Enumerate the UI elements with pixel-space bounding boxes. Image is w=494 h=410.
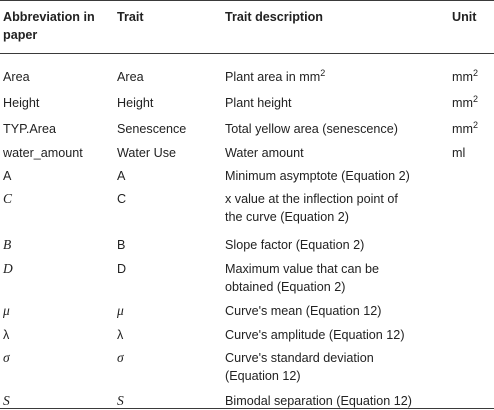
cell-trait: A — [117, 169, 126, 183]
cell-description: Water amount — [225, 146, 304, 160]
superscript: 2 — [320, 68, 326, 78]
cell-trait: S — [117, 393, 124, 408]
cell-unit — [452, 120, 494, 138]
cell-unit — [452, 94, 494, 112]
cell-abbreviation: B — [3, 237, 12, 252]
cell-description: Slope factor (Equation 2) — [225, 238, 365, 252]
cell-abbreviation: S — [3, 393, 10, 408]
cell-trait: Height — [117, 96, 154, 110]
description-line: Curve's standard deviation — [225, 351, 374, 365]
table-header-rule — [0, 53, 494, 54]
cell-abbreviation: Height — [3, 96, 40, 110]
table-bottom-rule — [0, 408, 494, 409]
header-unit: Unit — [452, 10, 477, 24]
cell-description — [225, 349, 440, 385]
description-line: x value at the inflection point of — [225, 192, 398, 206]
cell-abbreviation: σ — [3, 350, 10, 365]
cell-description: Total yellow area (senescence) — [225, 122, 398, 136]
superscript: 2 — [472, 94, 478, 104]
header-trait: Trait — [117, 10, 144, 24]
description-line: (Equation 12) — [225, 369, 301, 383]
table-top-rule — [0, 0, 494, 1]
description-line: the curve (Equation 2) — [225, 210, 349, 224]
cell-abbreviation: Area — [3, 70, 30, 84]
cell-trait: μ — [117, 303, 124, 318]
cell-description: Minimum asymptote (Equation 2) — [225, 169, 410, 183]
cell-trait: Water Use — [117, 146, 177, 160]
cell-trait: Senescence — [117, 122, 187, 136]
cell-abbreviation: C — [3, 191, 13, 206]
cell-trait: σ — [117, 350, 124, 365]
unit-text: mm — [452, 96, 473, 110]
cell-abbreviation: water_amount — [3, 146, 83, 160]
superscript: 2 — [472, 68, 478, 78]
cell-trait: D — [117, 262, 127, 276]
cell-description — [225, 68, 440, 86]
description-text: Plant area in mm — [225, 70, 321, 84]
unit-text: mm — [452, 122, 473, 136]
cell-description: Bimodal separation (Equation 12) — [225, 394, 412, 408]
cell-abbreviation: μ — [3, 303, 10, 318]
cell-unit — [452, 68, 494, 86]
header-abbreviation: Abbreviation in paper — [3, 10, 95, 42]
cell-unit: ml — [452, 146, 466, 160]
cell-description: Curve's amplitude (Equation 12) — [225, 328, 405, 342]
cell-abbreviation: TYP.Area — [3, 122, 56, 136]
cell-abbreviation: A — [3, 169, 12, 183]
cell-trait: B — [117, 238, 126, 252]
description-line: obtained (Equation 2) — [225, 280, 346, 294]
cell-abbreviation: λ — [3, 328, 10, 342]
description-line: Maximum value that can be — [225, 262, 379, 276]
superscript: 2 — [472, 120, 478, 130]
cell-trait: C — [117, 192, 127, 206]
cell-description — [225, 260, 440, 296]
unit-text: mm — [452, 70, 473, 84]
cell-trait: λ — [117, 328, 124, 342]
cell-description — [225, 190, 440, 226]
cell-trait: Area — [117, 70, 144, 84]
cell-description: Plant height — [225, 96, 292, 110]
cell-abbreviation: D — [3, 261, 13, 276]
header-description: Trait description — [225, 10, 323, 24]
cell-description: Curve's mean (Equation 12) — [225, 304, 382, 318]
